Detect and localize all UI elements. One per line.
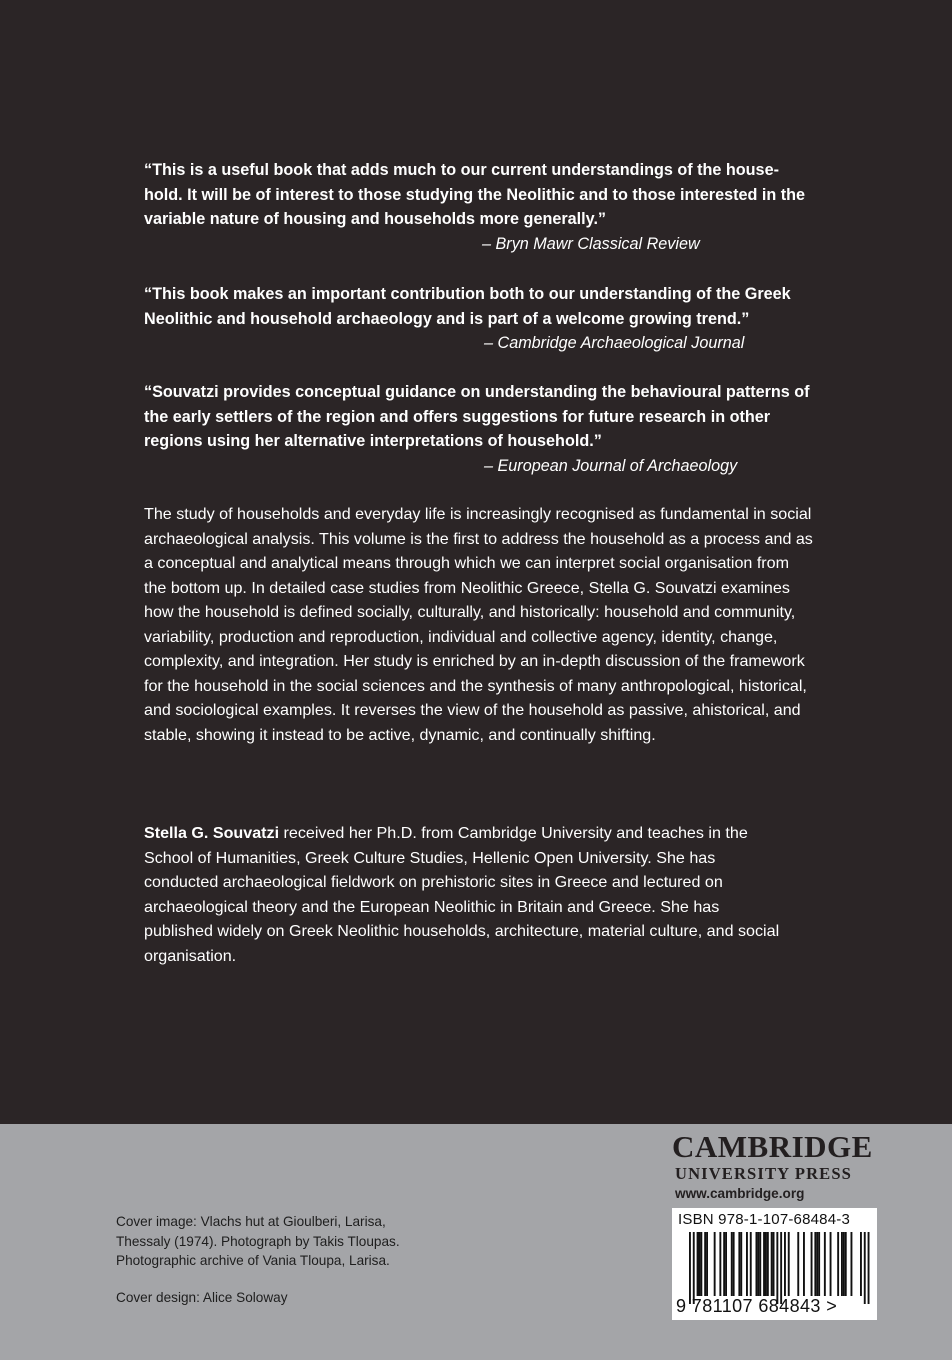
quote-text: “Souvatzi provides conceptual guidance on understanding the behavioural patterns of the early settlers of the region and offers suggestions for future research in other regions using her alternative interpretations of household.” (144, 383, 810, 450)
barcode-bar (757, 1232, 759, 1296)
barcode-bar (811, 1232, 813, 1296)
author-name: Stella G. Souvatzi (144, 824, 280, 842)
review-quote (144, 380, 814, 478)
barcode-bar (763, 1232, 765, 1296)
barcode-bar (797, 1232, 799, 1296)
publisher-name: CAMBRIDGE (672, 1129, 873, 1164)
publisher-url: www.cambridge.org (675, 1186, 805, 1201)
barcode-bar (784, 1232, 786, 1296)
barcode-bar (780, 1232, 782, 1304)
barcode-bar (740, 1232, 742, 1296)
review-quote (144, 282, 814, 356)
barcode-bar (697, 1232, 699, 1296)
barcode-bar (788, 1232, 790, 1296)
cover-credits (116, 1212, 436, 1307)
barcode-bar (837, 1232, 839, 1296)
isbn-barcode (672, 1208, 877, 1320)
isbn-label: ISBN 978-1-107-68484-3 (678, 1211, 851, 1228)
quote-source: – Bryn Mawr Classical Review (482, 234, 700, 253)
barcode-bar (816, 1232, 818, 1296)
barcode-bar (830, 1232, 832, 1296)
barcode-bar (868, 1232, 870, 1304)
cover-image-credit: Cover image: Vlachs hut at Gioulberi, Larisa, Thessaly (1974). Photograph by Takis Tloupas. Photographic archive of Vania Tloupa, Larisa. (116, 1214, 400, 1268)
barcode-bar (693, 1232, 695, 1304)
barcode-bar (851, 1232, 853, 1296)
barcode-bar (704, 1232, 706, 1296)
barcode-bar (824, 1232, 826, 1296)
publisher-logo (672, 1130, 882, 1204)
barcode-bar (843, 1232, 845, 1296)
quote-text: “This book makes an important contribution both to our understanding of the Greek Neolithic and household archaeology and is part of a welcome growing trend.” (144, 285, 791, 328)
review-quote (144, 158, 814, 256)
barcode-bar (719, 1232, 721, 1296)
barcode-bar (750, 1232, 752, 1296)
barcode-bar (723, 1232, 725, 1296)
barcode-bar (731, 1232, 733, 1296)
barcode-bar (746, 1232, 748, 1296)
barcode-bar (860, 1232, 862, 1296)
barcode-bar (699, 1232, 701, 1296)
barcode-digits: 9 781107 684843 > (676, 1296, 838, 1316)
barcode-bar (733, 1232, 735, 1296)
quote-text: “This is a useful book that adds much to our current understandings of the house-hold. It will be of interest to those studying the Neolithic and to those interested in the variable nature of housing and households more generally.” (144, 161, 806, 228)
barcode-bar (700, 1232, 702, 1296)
barcode-bar (841, 1232, 843, 1296)
barcode-bar (864, 1232, 866, 1304)
barcode-bar (706, 1232, 708, 1296)
barcode-bar (814, 1232, 816, 1296)
cover-design-credit: Cover design: Alice Soloway (116, 1289, 288, 1305)
barcode-bar (776, 1232, 778, 1304)
quote-source: – European Journal of Archaeology (484, 456, 738, 475)
barcode-bar (767, 1232, 769, 1296)
barcode-bar (771, 1232, 773, 1296)
barcode-bar (725, 1232, 727, 1296)
barcode-bar (773, 1232, 775, 1296)
book-description: The study of households and everyday life is increasingly recognised as fundamental in social archaeological analysis. This volume is the first to address the household as a process and as a conceptual and analytical means through which we can interpret social organisation from the bottom up. In detailed case studies from Neolithic Greece, Stella G. Souvatzi examines how the household is defined socially, culturally, and historically: household and community, variability, production and reproduction, individual and collective agency, identity, change, complexity, and integration. Her study is enriched by an in-depth discussion of the framework for the household in the social sciences and the synthesis of many anthropological, historical, and sociological examples. It reverses the view of the household as passive, ahistorical, and stable, showing it instead to be active, dynamic, and continually shifting. (144, 505, 813, 744)
barcode-bar (818, 1232, 820, 1296)
quote-source: – Cambridge Archaeological Journal (484, 334, 745, 352)
barcode-bar (845, 1232, 847, 1296)
barcode-bar (714, 1232, 716, 1296)
publisher-subtitle: UNIVERSITY PRESS (675, 1164, 852, 1183)
barcode-bar (689, 1232, 691, 1304)
barcode-bar (738, 1232, 740, 1296)
barcode-bar (756, 1232, 758, 1296)
barcode-bar (765, 1232, 767, 1296)
author-bio-text: received her Ph.D. from Cambridge University and teaches in the School of Humanities, Greek Culture Studies, Hellenic Open University. She has conducted archaeological fieldwork on prehistoric sites in Greece and lectured on archaeological theory and the European Neolithic in Britain and Greece. She has published widely on Greek Neolithic households, architecture, material culture, and social organisation. (144, 824, 780, 965)
author-bio (144, 821, 784, 968)
barcode-bar (759, 1232, 761, 1296)
barcode-bar (803, 1232, 805, 1296)
